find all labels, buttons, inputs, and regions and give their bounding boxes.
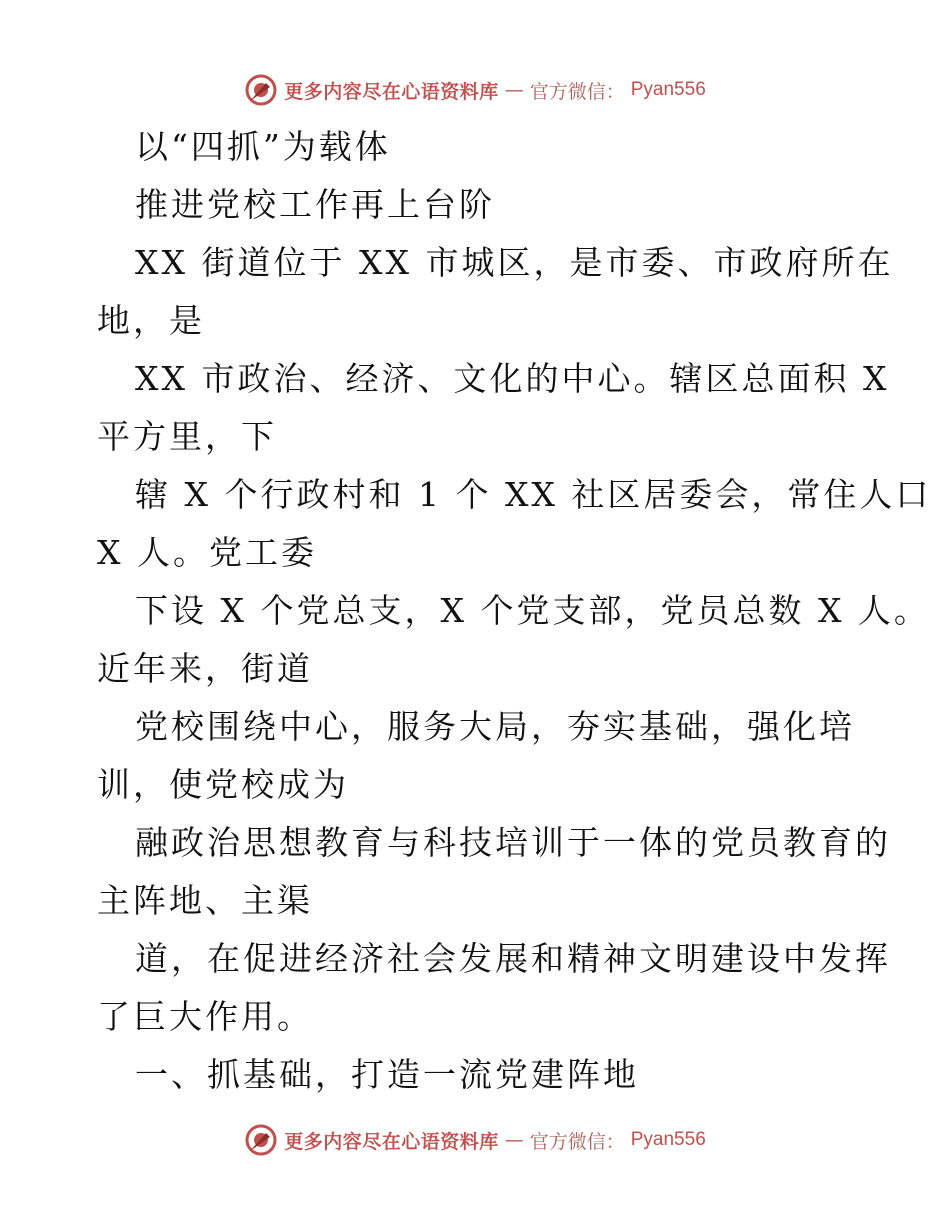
watermark-separator: — xyxy=(504,79,524,101)
watermark-group xyxy=(244,1123,706,1157)
doc-line: 了巨大作用。 xyxy=(97,997,313,1036)
doc-line: 融政治思想教育与科技培训于一体的党员教育的 xyxy=(135,823,891,862)
logo-icon xyxy=(244,73,278,107)
doc-line: 地，是 xyxy=(97,301,205,340)
doc-line: XX 街道位于 XX 市城区，是市委、市政府所在 xyxy=(135,243,894,282)
doc-line: X 人。党工委 xyxy=(97,533,317,572)
doc-line: 下设 X 个党总支，X 个党支部，党员总数 X 人。 xyxy=(135,591,930,630)
header-watermark xyxy=(0,70,950,110)
doc-line: 推进党校工作再上台阶 xyxy=(135,185,495,224)
logo-icon xyxy=(244,1123,278,1157)
doc-line: 辖 X 个行政村和 1 个 XX 社区居委会，常住人口 xyxy=(135,475,932,514)
doc-line: 主阵地、主渠 xyxy=(97,881,313,920)
watermark-left-text: 更多内容尽在心语资料库 xyxy=(284,1130,499,1153)
doc-line: 训，使党校成为 xyxy=(97,765,349,804)
watermark-wechat-id: Pyan556 xyxy=(630,79,706,100)
doc-line: XX 市政治、经济、文化的中心。辖区总面积 X xyxy=(135,359,890,398)
doc-line: 近年来，街道 xyxy=(97,649,313,688)
watermark-left-text: 更多内容尽在心语资料库 xyxy=(284,80,499,103)
footer-watermark xyxy=(0,1120,950,1160)
watermark-right-text: 官方微信： xyxy=(529,1130,625,1153)
watermark-group xyxy=(244,73,706,107)
doc-line: 道，在促进经济社会发展和精神文明建设中发挥 xyxy=(135,939,891,978)
watermark-wechat-id: Pyan556 xyxy=(630,1129,706,1150)
doc-line: 平方里，下 xyxy=(97,417,277,456)
document-body xyxy=(97,118,932,1104)
watermark-right-text: 官方微信： xyxy=(529,80,625,103)
doc-line: 以“四抓”为载体 xyxy=(135,127,391,166)
doc-line: 一、抓基础，打造一流党建阵地 xyxy=(135,1055,639,1094)
watermark-separator: — xyxy=(504,1129,524,1151)
doc-line: 党校围绕中心，服务大局，夯实基础，强化培 xyxy=(135,707,855,746)
